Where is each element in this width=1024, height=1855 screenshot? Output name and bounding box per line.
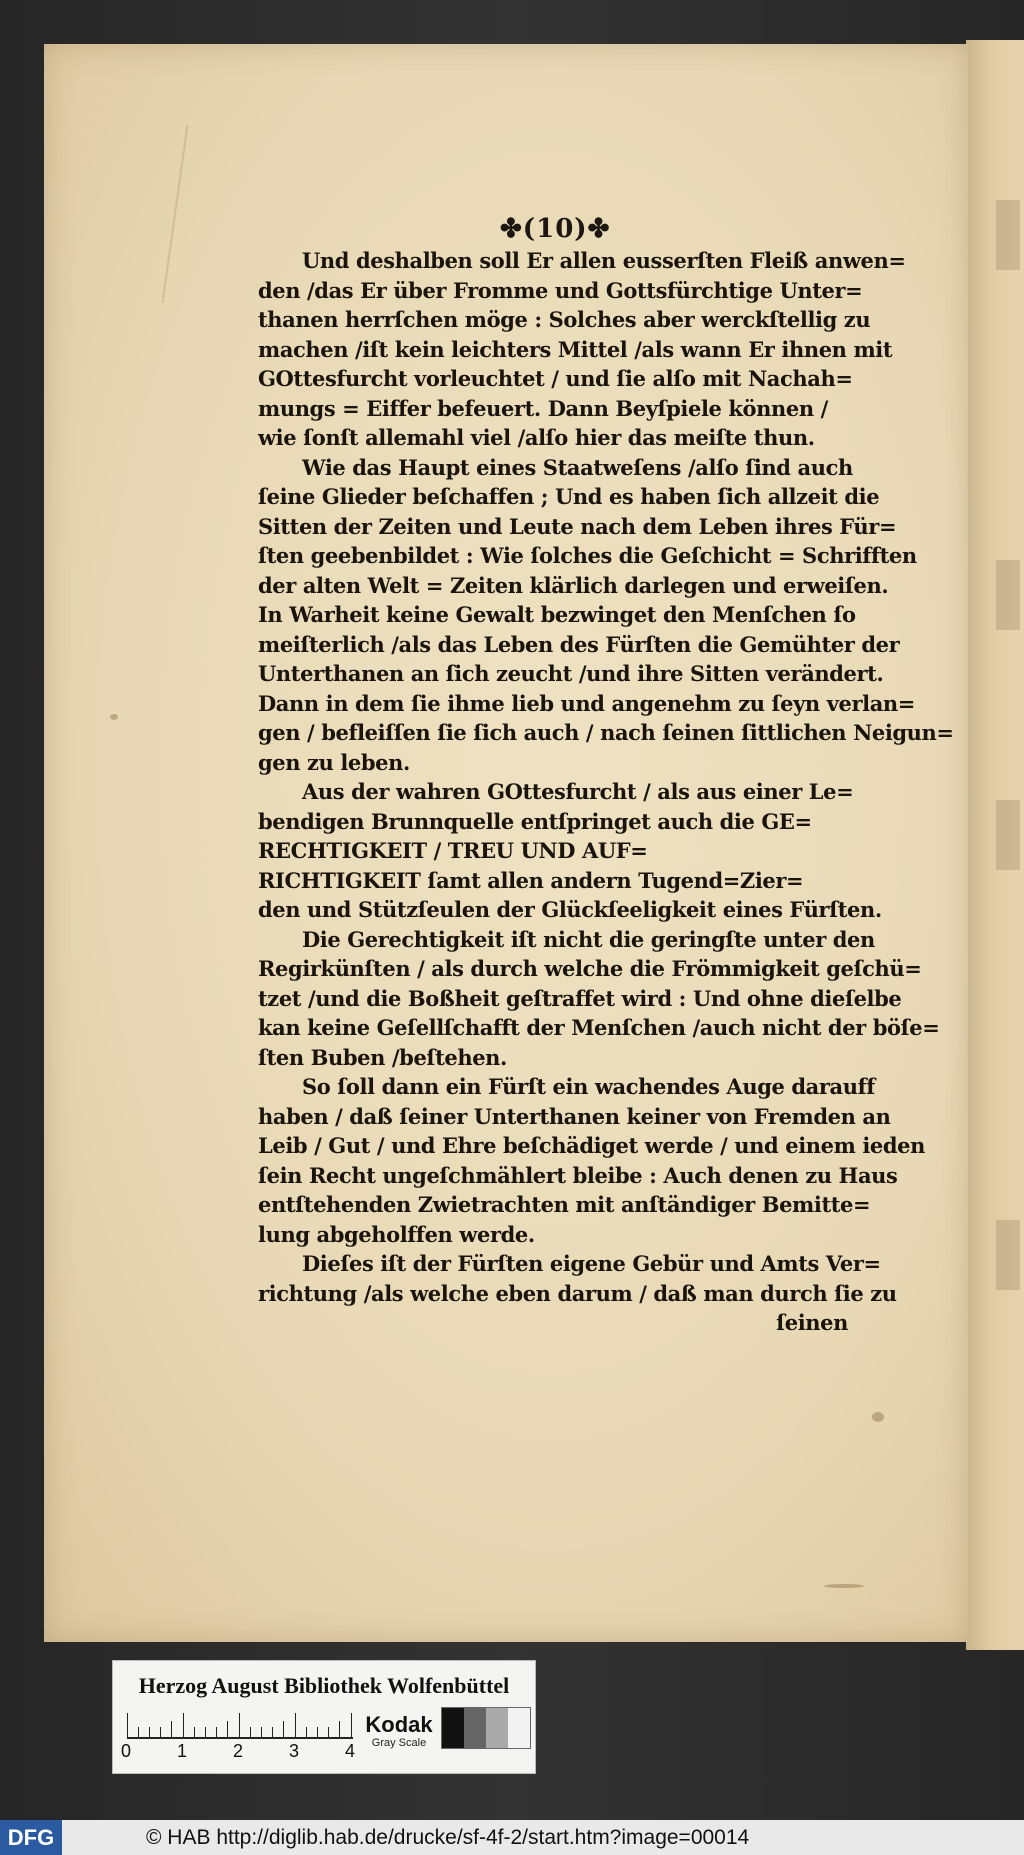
text-line: RECHTIGKEIT / TREU UND AUF= bbox=[258, 838, 648, 863]
scale-number: 4 bbox=[345, 1741, 356, 1761]
text-line: RICHTIGKEIT ſamt allen andern Tugend=Zier= bbox=[258, 867, 804, 893]
scale-number: 1 bbox=[177, 1741, 188, 1761]
text-line: machen /iſt kein leichters Mittel /als wann Er ihnen mit bbox=[258, 336, 893, 362]
gray-swatch bbox=[486, 1708, 508, 1748]
adjacent-page-edge bbox=[966, 40, 1024, 1650]
text-line: Wie das Haupt eines Staatweſens /alſo ſind auch bbox=[302, 454, 853, 480]
footer-bar bbox=[0, 1820, 1024, 1855]
gray-swatch bbox=[442, 1708, 464, 1748]
text-line: Dann in dem ſie ihme lieb und angenehm zu ſeyn verlan= bbox=[258, 690, 915, 716]
ruler-tick bbox=[306, 1727, 307, 1737]
copyright-link[interactable]: © HAB http://diglib.hab.de/drucke/sf-4f-2/start.htm?image=00014 bbox=[146, 1826, 750, 1849]
folio-ornament-left: ✤ bbox=[500, 214, 523, 244]
gray-swatch bbox=[464, 1708, 486, 1748]
ruler-tick bbox=[295, 1713, 296, 1737]
text-line: ſein Recht ungeſchmählert bleibe : Auch denen zu Haus bbox=[258, 1162, 898, 1188]
ink-spot bbox=[824, 1584, 864, 1588]
ruler-tick bbox=[272, 1727, 273, 1737]
scale-numbers bbox=[121, 1741, 361, 1765]
text-line: ſten geebenbildet : Wie ſolches die Geſchicht = Schrifften bbox=[258, 543, 917, 568]
text-line: bendigen Brunnquelle entſpringet auch die GE= bbox=[258, 808, 812, 834]
scale-number: 2 bbox=[233, 1741, 244, 1761]
kodak-label bbox=[361, 1713, 437, 1749]
ruler-tick bbox=[171, 1721, 172, 1737]
bleed-mark bbox=[996, 200, 1020, 270]
text-line: tzet /und die Boßheit geſtraffet wird : Und ohne dieſelbe bbox=[258, 985, 902, 1011]
text-line: gen / befleiſſen ſie ſich auch / nach ſeinen ſittlichen Neigun= bbox=[258, 720, 954, 745]
folio-ornament-right: ✤ bbox=[587, 214, 611, 244]
text-line: Regirkünſten / als durch welche die Frömmigkeit geſchü= bbox=[258, 956, 922, 981]
text-line: haben / daß ſeiner Unterthanen keiner von Fremden an bbox=[258, 1103, 891, 1129]
ruler-tick bbox=[227, 1721, 228, 1737]
ruler-tick bbox=[351, 1713, 352, 1737]
page-number bbox=[500, 214, 611, 244]
ruler-tick bbox=[205, 1727, 206, 1737]
text-line: den /das Er über Fromme und Gottsfürchtige Unter= bbox=[258, 277, 863, 303]
ruler-tick bbox=[216, 1727, 217, 1737]
text-line: ſeine Glieder beſchaffen ; Und es haben ſich allzeit die bbox=[258, 484, 880, 509]
text-line: thanen herrſchen möge : Solches aber werckſtellig zu bbox=[258, 307, 871, 332]
ruler-tick bbox=[283, 1721, 284, 1737]
ruler-tick bbox=[138, 1727, 139, 1737]
text-line: wie ſonſt allemahl viel /alſo hier das meiſte thun. bbox=[258, 425, 815, 450]
scale-number: 0 bbox=[121, 1741, 132, 1761]
scale-number: 3 bbox=[289, 1741, 300, 1761]
bleed-mark bbox=[996, 1220, 1020, 1290]
ruler-tick bbox=[239, 1713, 240, 1737]
text-line: der alten Welt = Zeiten klärlich darlegen und erweiſen. bbox=[258, 572, 889, 598]
text-line: Die Gerechtigkeit iſt nicht die geringſte unter den bbox=[302, 926, 875, 952]
text-line: Unterthanen an ſich zeucht /und ihre Sitten verändert. bbox=[258, 661, 884, 686]
text-line: Leib / Gut / und Ehre beſchädiget werde / und einem ieden bbox=[258, 1133, 925, 1158]
text-line: Aus der wahren GOttesfurcht / als aus einer Le= bbox=[302, 779, 854, 804]
kodak-subtitle: Gray Scale bbox=[371, 1737, 427, 1749]
ink-spot bbox=[110, 714, 118, 720]
text-line: ſten Buben /beſtehen. bbox=[258, 1044, 507, 1070]
text-line: mungs = Eiffer befeuert. Dann Beyſpiele können / bbox=[258, 395, 828, 421]
text-line: richtung /als welche eben darum / daß man durch ſie zu bbox=[258, 1280, 897, 1306]
text-line: In Warheit keine Gewalt bezwinget den Menſchen ſo bbox=[258, 602, 856, 627]
color-calibration-card bbox=[112, 1660, 536, 1774]
gray-swatch bbox=[508, 1708, 530, 1748]
ruler-tick bbox=[250, 1727, 251, 1737]
text-line: GOttesfurcht vorleuchtet / und ſie alſo mit Nachah= bbox=[258, 366, 853, 391]
catchword: ſeinen bbox=[776, 1310, 848, 1335]
ruler-tick bbox=[317, 1727, 318, 1737]
body-text bbox=[258, 246, 954, 1338]
ruler-tick bbox=[127, 1713, 128, 1737]
ruler-tick bbox=[160, 1727, 161, 1737]
text-line: gen zu leben. bbox=[258, 749, 410, 775]
ruler-tick bbox=[183, 1713, 184, 1737]
kodak-brand: Kodak bbox=[365, 1712, 433, 1737]
ink-spot bbox=[872, 1412, 884, 1422]
dfg-logo: DFG bbox=[0, 1820, 62, 1855]
page-crease bbox=[161, 125, 188, 304]
ruler-tick bbox=[194, 1727, 195, 1737]
bleed-mark bbox=[996, 800, 1020, 870]
bleed-mark bbox=[996, 560, 1020, 630]
ruler-tick bbox=[328, 1727, 329, 1737]
scale-ruler bbox=[127, 1711, 353, 1739]
text-line: Sitten der Zeiten und Leute nach dem Leben ihres Für= bbox=[258, 513, 897, 539]
ruler-tick bbox=[149, 1727, 150, 1737]
text-line: den und Stützſeulen der Glückſeeligkeit eines Fürſten. bbox=[258, 897, 882, 922]
gray-swatches bbox=[441, 1707, 531, 1749]
text-line: Und deshalben soll Er allen eusserſten Fleiß anwen= bbox=[302, 248, 906, 273]
text-line: Dieſes iſt der Fürſten eigene Gebür und Amts Ver= bbox=[302, 1251, 881, 1276]
card-title: Herzog August Bibliothek Wolfenbüttel bbox=[138, 1673, 510, 1698]
folio-text: (10) bbox=[522, 214, 588, 244]
text-line: kan keine Geſellſchafft der Menſchen /auch nicht der böſe= bbox=[258, 1015, 940, 1040]
ruler-tick bbox=[339, 1721, 340, 1737]
text-line: lung abgeholffen werde. bbox=[258, 1221, 535, 1247]
ruler-tick bbox=[261, 1727, 262, 1737]
text-line: So ſoll dann ein Fürſt ein wachendes Auge darauff bbox=[302, 1074, 875, 1099]
text-line: meiſterlich /als das Leben des Fürſten die Gemühter der bbox=[258, 631, 900, 657]
text-line: entſtehenden Zwietrachten mit anſtändiger Bemitte= bbox=[258, 1192, 871, 1217]
